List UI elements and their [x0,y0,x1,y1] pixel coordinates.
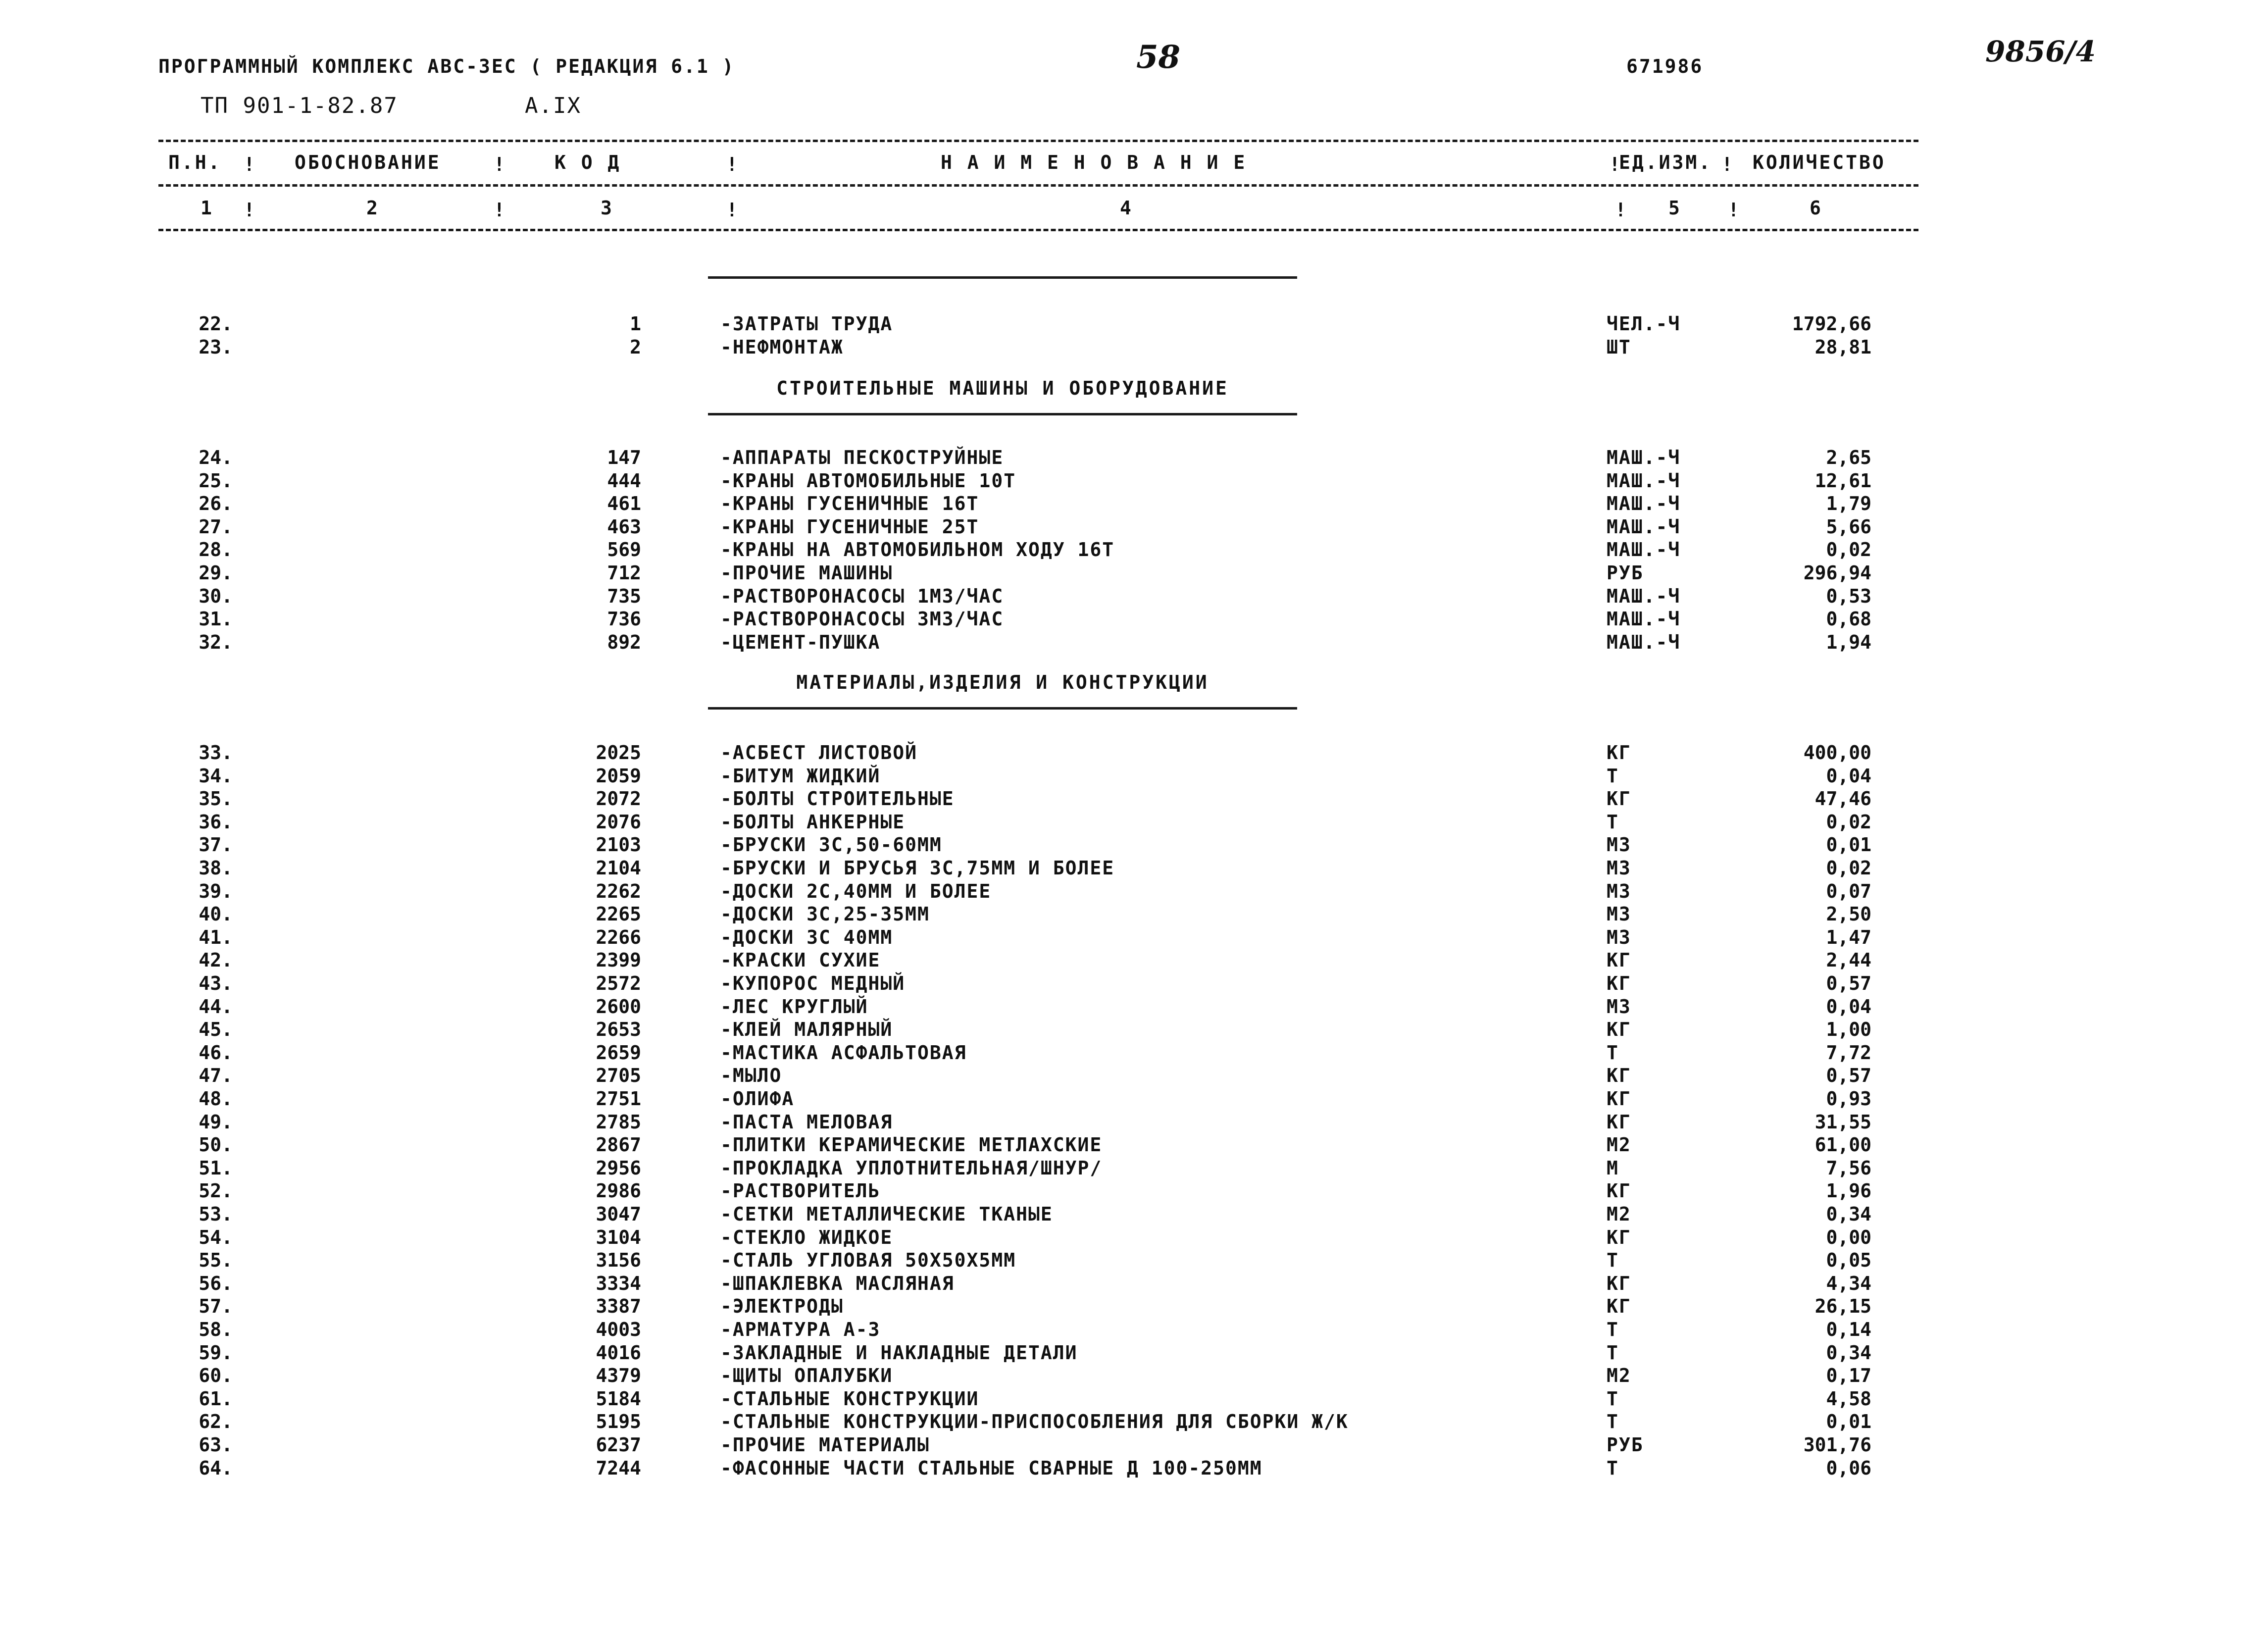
table-row [0,336,2268,359]
row-unit: МАШ.-Ч [1607,447,1681,468]
separator: ! [1615,199,1626,221]
row-unit: Т [1607,1319,1619,1340]
col-label-quantity: КОЛИЧЕСТВО [1753,152,1886,173]
row-number: 42. [199,949,233,971]
row-name: -СТЕКЛО ЖИДКОЕ [720,1226,893,1248]
row-name: -КЛЕЙ МАЛЯРНЫЙ [720,1019,893,1041]
col-number-2: 2 [366,197,380,219]
row-number: 23. [199,336,233,358]
row-number: 24. [199,447,233,468]
row-number: 58. [199,1319,233,1340]
row-code: 2262 [596,880,641,902]
row-number: 43. [199,972,233,994]
row-number: 37. [199,834,233,856]
row-quantity: 1792,66 [1792,313,1871,335]
row-quantity: 0,04 [1826,765,1871,787]
row-quantity: 0,93 [1826,1088,1871,1110]
table-row [0,857,2268,880]
row-number: 35. [199,788,233,810]
table-row [0,631,2268,654]
row-unit: М3 [1607,834,1631,856]
row-code: 4379 [596,1365,641,1387]
row-unit: Т [1607,1249,1619,1272]
section-heading-materials: МАТЕРИАЛЫ,ИЗДЕЛИЯ И КОНСТРУКЦИИ [796,671,1209,693]
row-name: -ДОСКИ 2С,40ММ И БОЛЕЕ [720,880,992,902]
row-unit: Т [1607,1411,1619,1433]
row-number: 33. [199,742,233,764]
header-rule-bottom [158,229,1918,231]
table-row [0,1295,2268,1318]
header-rule-middle [158,184,1918,187]
row-code: 736 [607,608,641,630]
row-number: 27. [199,515,233,538]
row-code: 2072 [596,788,641,810]
row-number: 46. [199,1041,233,1064]
row-quantity: 5,66 [1826,515,1871,538]
table-row [0,1019,2268,1041]
row-quantity: 0,57 [1826,1065,1871,1087]
row-unit: Т [1607,811,1619,833]
row-quantity: 0,05 [1826,1249,1871,1272]
row-number: 28. [199,539,233,561]
row-number: 59. [199,1341,233,1364]
row-name: -КРАНЫ АВТОМОБИЛЬНЫЕ 10Т [720,469,1016,492]
row-quantity: 0,01 [1826,834,1871,856]
row-quantity: 47,46 [1814,788,1871,810]
row-name: -ЭЛЕКТРОДЫ [720,1295,844,1318]
row-unit: КГ [1607,972,1631,994]
row-code: 2956 [596,1157,641,1179]
separator: ! [244,199,255,221]
table-row [0,470,2268,493]
row-code: 2104 [596,857,641,879]
row-unit: КГ [1607,1180,1631,1202]
table-row [0,516,2268,539]
row-quantity: 400,00 [1803,742,1871,764]
row-unit: КГ [1607,949,1631,971]
row-code: 463 [607,515,641,538]
row-code: 3104 [596,1226,641,1248]
table-row [0,1180,2268,1203]
row-name: -МЫЛО [720,1065,782,1087]
table-row [0,1065,2268,1087]
row-name: -ПЛИТКИ КЕРАМИЧЕСКИЕ МЕТЛАХСКИЕ [720,1134,1103,1156]
row-unit: КГ [1607,1088,1631,1110]
row-quantity: 0,17 [1826,1365,1871,1387]
row-unit: ШТ [1607,336,1631,358]
row-unit: Т [1607,1341,1619,1364]
table-row [0,880,2268,903]
row-unit: КГ [1607,788,1631,810]
row-quantity: 1,47 [1826,926,1871,948]
row-code: 147 [607,447,641,468]
group-rule [708,707,1297,710]
row-number: 34. [199,765,233,787]
row-quantity: 7,72 [1826,1041,1871,1064]
row-code: 2785 [596,1111,641,1133]
row-number: 40. [199,903,233,925]
row-quantity: 0,00 [1826,1226,1871,1248]
document-code: 671986 [1626,55,1704,77]
row-number: 48. [199,1088,233,1110]
row-unit: М3 [1607,903,1631,925]
row-code: 4016 [596,1341,641,1364]
table-row [0,1273,2268,1295]
row-quantity: 0,53 [1826,585,1871,607]
table-row [0,1042,2268,1065]
row-code: 461 [607,493,641,515]
row-code: 7244 [596,1457,641,1479]
row-code: 2986 [596,1180,641,1202]
row-number: 60. [199,1365,233,1387]
separator: ! [244,153,255,175]
row-number: 49. [199,1111,233,1133]
table-row [0,926,2268,949]
row-unit: РУБ [1607,1434,1644,1456]
row-code: 3156 [596,1249,641,1272]
row-quantity: 0,07 [1826,880,1871,902]
row-quantity: 0,01 [1826,1411,1871,1433]
table-row [0,972,2268,995]
col-label-code: К О Д [554,152,621,173]
row-unit: МАШ.-Ч [1607,515,1681,538]
row-number: 53. [199,1203,233,1225]
col-number-4: 4 [1120,197,1133,219]
row-quantity: 12,61 [1814,469,1871,492]
row-number: 55. [199,1249,233,1272]
row-unit: Т [1607,1387,1619,1410]
row-code: 5184 [596,1387,641,1410]
row-code: 2103 [596,834,641,856]
row-name: -АППАРАТЫ ПЕСКОСТРУЙНЫЕ [720,447,1004,468]
table-row [0,313,2268,336]
row-number: 31. [199,608,233,630]
row-code: 2265 [596,903,641,925]
row-name: -ЦЕМЕНТ-ПУШКА [720,631,881,653]
row-quantity: 7,56 [1826,1157,1871,1179]
row-name: -АРМАТУРА А-3 [720,1319,881,1340]
row-quantity: 0,06 [1826,1457,1871,1479]
group-rule [708,413,1297,415]
row-unit: М3 [1607,880,1631,902]
row-code: 4003 [596,1319,641,1340]
row-code: 2572 [596,972,641,994]
row-name: -НЕФМОНТАЖ [720,336,844,358]
table-row [0,1342,2268,1365]
row-quantity: 1,94 [1826,631,1871,653]
row-unit: МАШ.-Ч [1607,469,1681,492]
row-code: 3387 [596,1295,641,1318]
row-name: -СТАЛЬ УГЛОВАЯ 50Х50Х5ММ [720,1249,1016,1272]
col-label-basis: ОБОСНОВАНИЕ [295,152,441,173]
row-name: -АСБЕСТ ЛИСТОВОЙ [720,742,918,764]
table-row [0,1157,2268,1180]
row-name: -БИТУМ ЖИДКИЙ [720,765,881,787]
row-unit: М [1607,1157,1619,1179]
row-name: -КРАНЫ ГУСЕНИЧНЫЕ 25Т [720,515,979,538]
row-name: -КРАСКИ СУХИЕ [720,949,881,971]
row-unit: ЧЕЛ.-Ч [1607,313,1681,335]
row-unit: КГ [1607,1111,1631,1133]
row-code: 2 [630,336,641,358]
row-name: -ПРОКЛАДКА УПЛОТНИТЕЛЬНАЯ/ШНУР/ [720,1157,1103,1179]
row-unit: МАШ.-Ч [1607,608,1681,630]
table-row [0,811,2268,834]
row-name: -ПРОЧИЕ МАТЕРИАЛЫ [720,1434,930,1456]
row-quantity: 61,00 [1814,1134,1871,1156]
row-number: 52. [199,1180,233,1202]
row-quantity: 0,02 [1826,539,1871,561]
row-code: 2600 [596,995,641,1018]
row-name: -РАСТВОРОНАСОСЫ 3М3/ЧАС [720,608,1004,630]
row-code: 3334 [596,1272,641,1294]
row-unit: М3 [1607,926,1631,948]
row-unit: М3 [1607,995,1631,1018]
row-code: 2751 [596,1088,641,1110]
row-quantity: 26,15 [1814,1295,1871,1318]
table-row [0,539,2268,561]
row-quantity: 0,14 [1826,1319,1871,1340]
table-row [0,585,2268,608]
separator: ! [494,153,505,175]
row-unit: КГ [1607,742,1631,764]
row-name: -РАСТВОРОНАСОСЫ 1М3/ЧАС [720,585,1004,607]
album-code: А.IX [525,93,581,118]
row-number: 54. [199,1226,233,1248]
row-quantity: 4,58 [1826,1387,1871,1410]
row-quantity: 0,02 [1826,857,1871,879]
row-name: -БОЛТЫ СТРОИТЕЛЬНЫЕ [720,788,955,810]
row-quantity: 296,94 [1803,562,1871,584]
row-quantity: 0,34 [1826,1203,1871,1225]
table-row [0,1226,2268,1249]
separator: ! [726,199,738,221]
row-quantity: 0,57 [1826,972,1871,994]
row-number: 22. [199,313,233,335]
row-quantity: 0,02 [1826,811,1871,833]
row-number: 26. [199,493,233,515]
row-unit: МАШ.-Ч [1607,631,1681,653]
row-quantity: 28,81 [1814,336,1871,358]
row-number: 30. [199,585,233,607]
col-number-3: 3 [601,197,614,219]
separator: ! [726,153,738,175]
row-code: 444 [607,469,641,492]
table-row [0,949,2268,972]
row-number: 56. [199,1272,233,1294]
table-row [0,1434,2268,1457]
row-unit: МАШ.-Ч [1607,493,1681,515]
row-name: -ФАСОННЫЕ ЧАСТИ СТАЛЬНЫЕ СВАРНЫЕ Д 100-250ММ [720,1457,1262,1479]
row-code: 2705 [596,1065,641,1087]
row-name: -ШПАКЛЕВКА МАСЛЯНАЯ [720,1272,955,1294]
table-row [0,1203,2268,1226]
col-number-6: 6 [1810,197,1823,219]
header-rule-top [158,140,1918,142]
row-number: 50. [199,1134,233,1156]
table-row [0,1411,2268,1433]
row-unit: МАШ.-Ч [1607,585,1681,607]
row-unit: КГ [1607,1295,1631,1318]
separator: ! [1609,153,1620,175]
row-name: -КРАНЫ НА АВТОМОБИЛЬНОМ ХОДУ 16Т [720,539,1115,561]
row-name: -ЛЕС КРУГЛЫЙ [720,995,868,1018]
row-code: 569 [607,539,641,561]
row-unit: РУБ [1607,562,1644,584]
table-row [0,788,2268,811]
row-code: 2059 [596,765,641,787]
row-unit: КГ [1607,1272,1631,1294]
row-unit: М3 [1607,857,1631,879]
row-name: -БРУСКИ 3С,50-60ММ [720,834,942,856]
row-number: 61. [199,1387,233,1410]
row-name: -СТАЛЬНЫЕ КОНСТРУКЦИИ [720,1387,979,1410]
row-name: -МАСТИКА АСФАЛЬТОВАЯ [720,1041,967,1064]
separator: ! [1721,153,1733,175]
row-code: 3047 [596,1203,641,1225]
row-number: 57. [199,1295,233,1318]
row-number: 63. [199,1434,233,1456]
row-code: 2867 [596,1134,641,1156]
row-code: 5195 [596,1411,641,1433]
row-name: -ЗАКЛАДНЫЕ И НАКЛАДНЫЕ ДЕТАЛИ [720,1341,1078,1364]
row-code: 735 [607,585,641,607]
table-row [0,1319,2268,1341]
table-row [0,834,2268,857]
row-code: 1 [630,313,641,335]
row-name: -ПАСТА МЕЛОВАЯ [720,1111,893,1133]
separator: ! [494,199,505,221]
table-row [0,1134,2268,1157]
row-quantity: 1,00 [1826,1019,1871,1041]
row-quantity: 0,04 [1826,995,1871,1018]
row-number: 29. [199,562,233,584]
program-title: ПРОГРАММНЫЙ КОМПЛЕКС АВС-ЗЕС ( РЕДАКЦИЯ 6.1 ) [158,55,735,77]
row-name: -ЗАТРАТЫ ТРУДА [720,313,893,335]
row-quantity: 1,96 [1826,1180,1871,1202]
group-rule [708,276,1297,279]
row-unit: МАШ.-Ч [1607,539,1681,561]
row-code: 2659 [596,1041,641,1064]
row-unit: Т [1607,765,1619,787]
row-name: -РАСТВОРИТЕЛЬ [720,1180,881,1202]
table-row [0,765,2268,788]
row-unit: М2 [1607,1134,1631,1156]
section-heading-machines: СТРОИТЕЛЬНЫЕ МАШИНЫ И ОБОРУДОВАНИЕ [776,377,1229,399]
handwritten-mark: 9856/4 [1985,35,2096,68]
row-name: -ПРОЧИЕ МАШИНЫ [720,562,893,584]
row-quantity: 0,34 [1826,1341,1871,1364]
row-number: 25. [199,469,233,492]
project-code: ТП 901-1-82.87 [201,93,398,118]
row-number: 36. [199,811,233,833]
row-name: -СТАЛЬНЫЕ КОНСТРУКЦИИ-ПРИСПОСОБЛЕНИЯ ДЛЯ СБОРКИ Ж/К [720,1411,1349,1433]
row-number: 45. [199,1019,233,1041]
row-unit: Т [1607,1041,1619,1064]
table-row [0,903,2268,926]
table-row [0,1388,2268,1411]
table-row [0,1111,2268,1134]
row-quantity: 301,76 [1803,1434,1871,1456]
row-unit: КГ [1607,1065,1631,1087]
row-name: -БОЛТЫ АНКЕРНЫЕ [720,811,906,833]
row-unit: КГ [1607,1019,1631,1041]
row-number: 62. [199,1411,233,1433]
row-code: 892 [607,631,641,653]
row-number: 47. [199,1065,233,1087]
table-row [0,1249,2268,1272]
row-code: 2025 [596,742,641,764]
row-quantity: 0,68 [1826,608,1871,630]
col-number-5: 5 [1668,197,1682,219]
table-row [0,562,2268,585]
table-row [0,1457,2268,1480]
row-unit: КГ [1607,1226,1631,1248]
table-row [0,1088,2268,1111]
row-quantity: 2,65 [1826,447,1871,468]
table-row [0,996,2268,1019]
row-number: 32. [199,631,233,653]
row-number: 41. [199,926,233,948]
row-quantity: 2,50 [1826,903,1871,925]
row-name: -ОЛИФА [720,1088,795,1110]
row-code: 2076 [596,811,641,833]
row-code: 6237 [596,1434,641,1456]
row-code: 2266 [596,926,641,948]
table-row [0,608,2268,631]
row-code: 2653 [596,1019,641,1041]
row-quantity: 4,34 [1826,1272,1871,1294]
row-unit: М2 [1607,1203,1631,1225]
row-number: 44. [199,995,233,1018]
row-name: -ДОСКИ 3С 40ММ [720,926,893,948]
row-unit: М2 [1607,1365,1631,1387]
table-row [0,1365,2268,1387]
page-number: 58 [1136,39,1181,76]
col-label-name: Н А И М Е Н О В А Н И Е [941,152,1247,173]
row-name: -КРАНЫ ГУСЕНИЧНЫЕ 16Т [720,493,979,515]
row-name: -КУПОРОС МЕДНЫЙ [720,972,906,994]
row-number: 38. [199,857,233,879]
col-label-number: П.Н. [168,152,222,173]
row-unit: Т [1607,1457,1619,1479]
row-quantity: 31,55 [1814,1111,1871,1133]
col-label-unit: ЕД.ИЗМ. [1619,152,1713,173]
row-name: -БРУСКИ И БРУСЬЯ 3С,75ММ И БОЛЕЕ [720,857,1115,879]
table-row [0,742,2268,765]
row-quantity: 2,44 [1826,949,1871,971]
table-row [0,447,2268,469]
row-code: 2399 [596,949,641,971]
row-name: -СЕТКИ МЕТАЛЛИЧЕСКИЕ ТКАНЫЕ [720,1203,1053,1225]
separator: ! [1728,199,1739,221]
row-name: -ЩИТЫ ОПАЛУБКИ [720,1365,893,1387]
row-number: 39. [199,880,233,902]
table-row [0,493,2268,515]
row-code: 712 [607,562,641,584]
row-name: -ДОСКИ 3С,25-35ММ [720,903,930,925]
row-number: 64. [199,1457,233,1479]
row-quantity: 1,79 [1826,493,1871,515]
col-number-1: 1 [201,197,214,219]
row-number: 51. [199,1157,233,1179]
